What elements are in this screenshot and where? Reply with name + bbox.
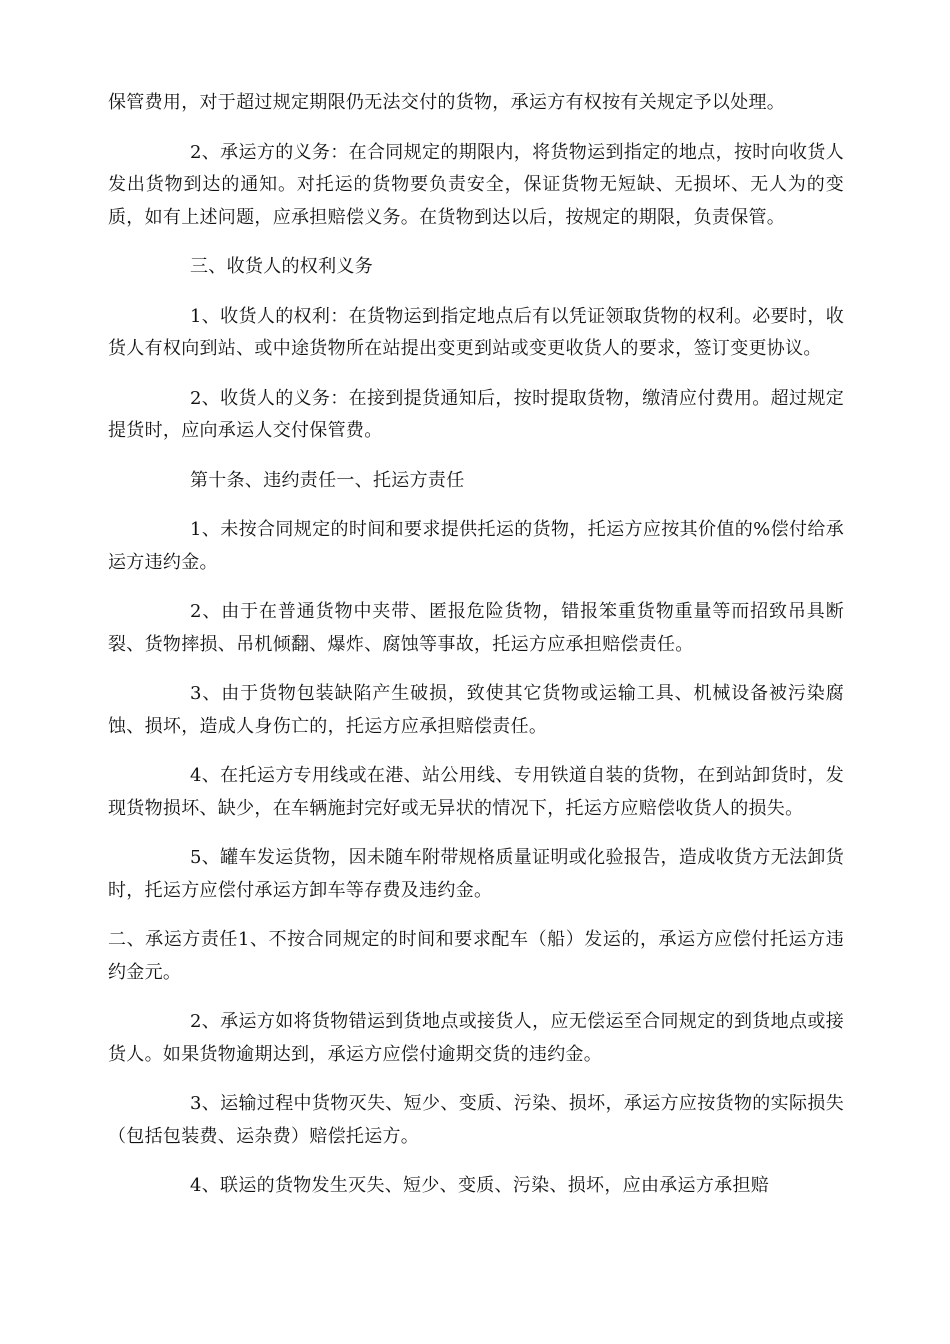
paragraph-carrier-liability-3: 3、运输过程中货物灭失、短少、变质、污染、损坏，承运方应按货物的实际损失（包括包装费、运杂费）赔偿托运方。 (108, 1093, 844, 1147)
document-page (108, 87, 844, 1220)
paragraph-storage-fee: 保管费用，对于超过规定期限仍无法交付的货物，承运方有权按有关规定予以处理。 (108, 92, 786, 113)
paragraph-shipper-liability-4: 4、在托运方专用线或在港、站公用线、专用铁道自装的货物，在到站卸货时，发现货物损坏、缺少，在车辆施封完好或无异状的情况下，托运方应赔偿收货人的损失。 (108, 765, 844, 819)
section-heading-article-ten: 第十条、违约责任一、托运方责任 (190, 469, 465, 491)
paragraph-consignee-rights: 1、收货人的权利：在货物运到指定地点后有以凭证领取货物的权利。必要时，收货人有权向到站、或中途货物所在站提出变更到站或变更收货人的要求，签订变更协议。 (108, 305, 844, 359)
paragraph-carrier-liability-2: 2、承运方如将货物错运到货地点或接货人，应无偿运至合同规定的到货地点或接货人。如果货物逾期达到，承运方应偿付逾期交货的违约金。 (108, 1011, 844, 1065)
paragraph-carrier-liability-1: 二、承运方责任1、不按合同规定的时间和要求配车（船）发运的，承运方应偿付托运方违约金元。 (108, 929, 844, 983)
paragraph-shipper-liability-3: 3、由于货物包装缺陷产生破损，致使其它货物或运输工具、机械设备被污染腐蚀、损坏，造成人身伤亡的，托运方应承担赔偿责任。 (108, 683, 844, 737)
paragraph-consignee-obligations: 2、收货人的义务：在接到提货通知后，按时提取货物，缴清应付费用。超过规定提货时，应向承运人交付保管费。 (108, 387, 844, 441)
section-heading-consignee-rights: 三、收货人的权利义务 (190, 256, 373, 277)
paragraph-shipper-liability-2: 2、由于在普通货物中夹带、匿报危险货物，错报笨重货物重量等而招致吊具断裂、货物摔损、吊机倾翻、爆炸、腐蚀等事故，托运方应承担赔偿责任。 (108, 601, 844, 655)
paragraph-shipper-liability-1: 1、未按合同规定的时间和要求提供托运的货物，托运方应按其价值的%偿付给承运方违约金。 (108, 519, 844, 573)
paragraph-carrier-liability-4: 4、联运的货物发生灭失、短少、变质、污染、损坏，应由承运方承担赔 (190, 1175, 770, 1196)
paragraph-carrier-obligations: 2、承运方的义务：在合同规定的期限内，将货物运到指定的地点，按时向收货人发出货物到达的通知。对托运的货物要负责安全，保证货物无短缺、无损坏、无人为的变质，如有上述问题，应承担赔偿义务。在货物到达以后，按规定的期限，负责保管。 (108, 141, 844, 228)
paragraph-shipper-liability-5: 5、罐车发运货物，因未随车附带规格质量证明或化验报告，造成收货方无法卸货时，托运方应偿付承运方卸车等存费及违约金。 (108, 847, 844, 901)
